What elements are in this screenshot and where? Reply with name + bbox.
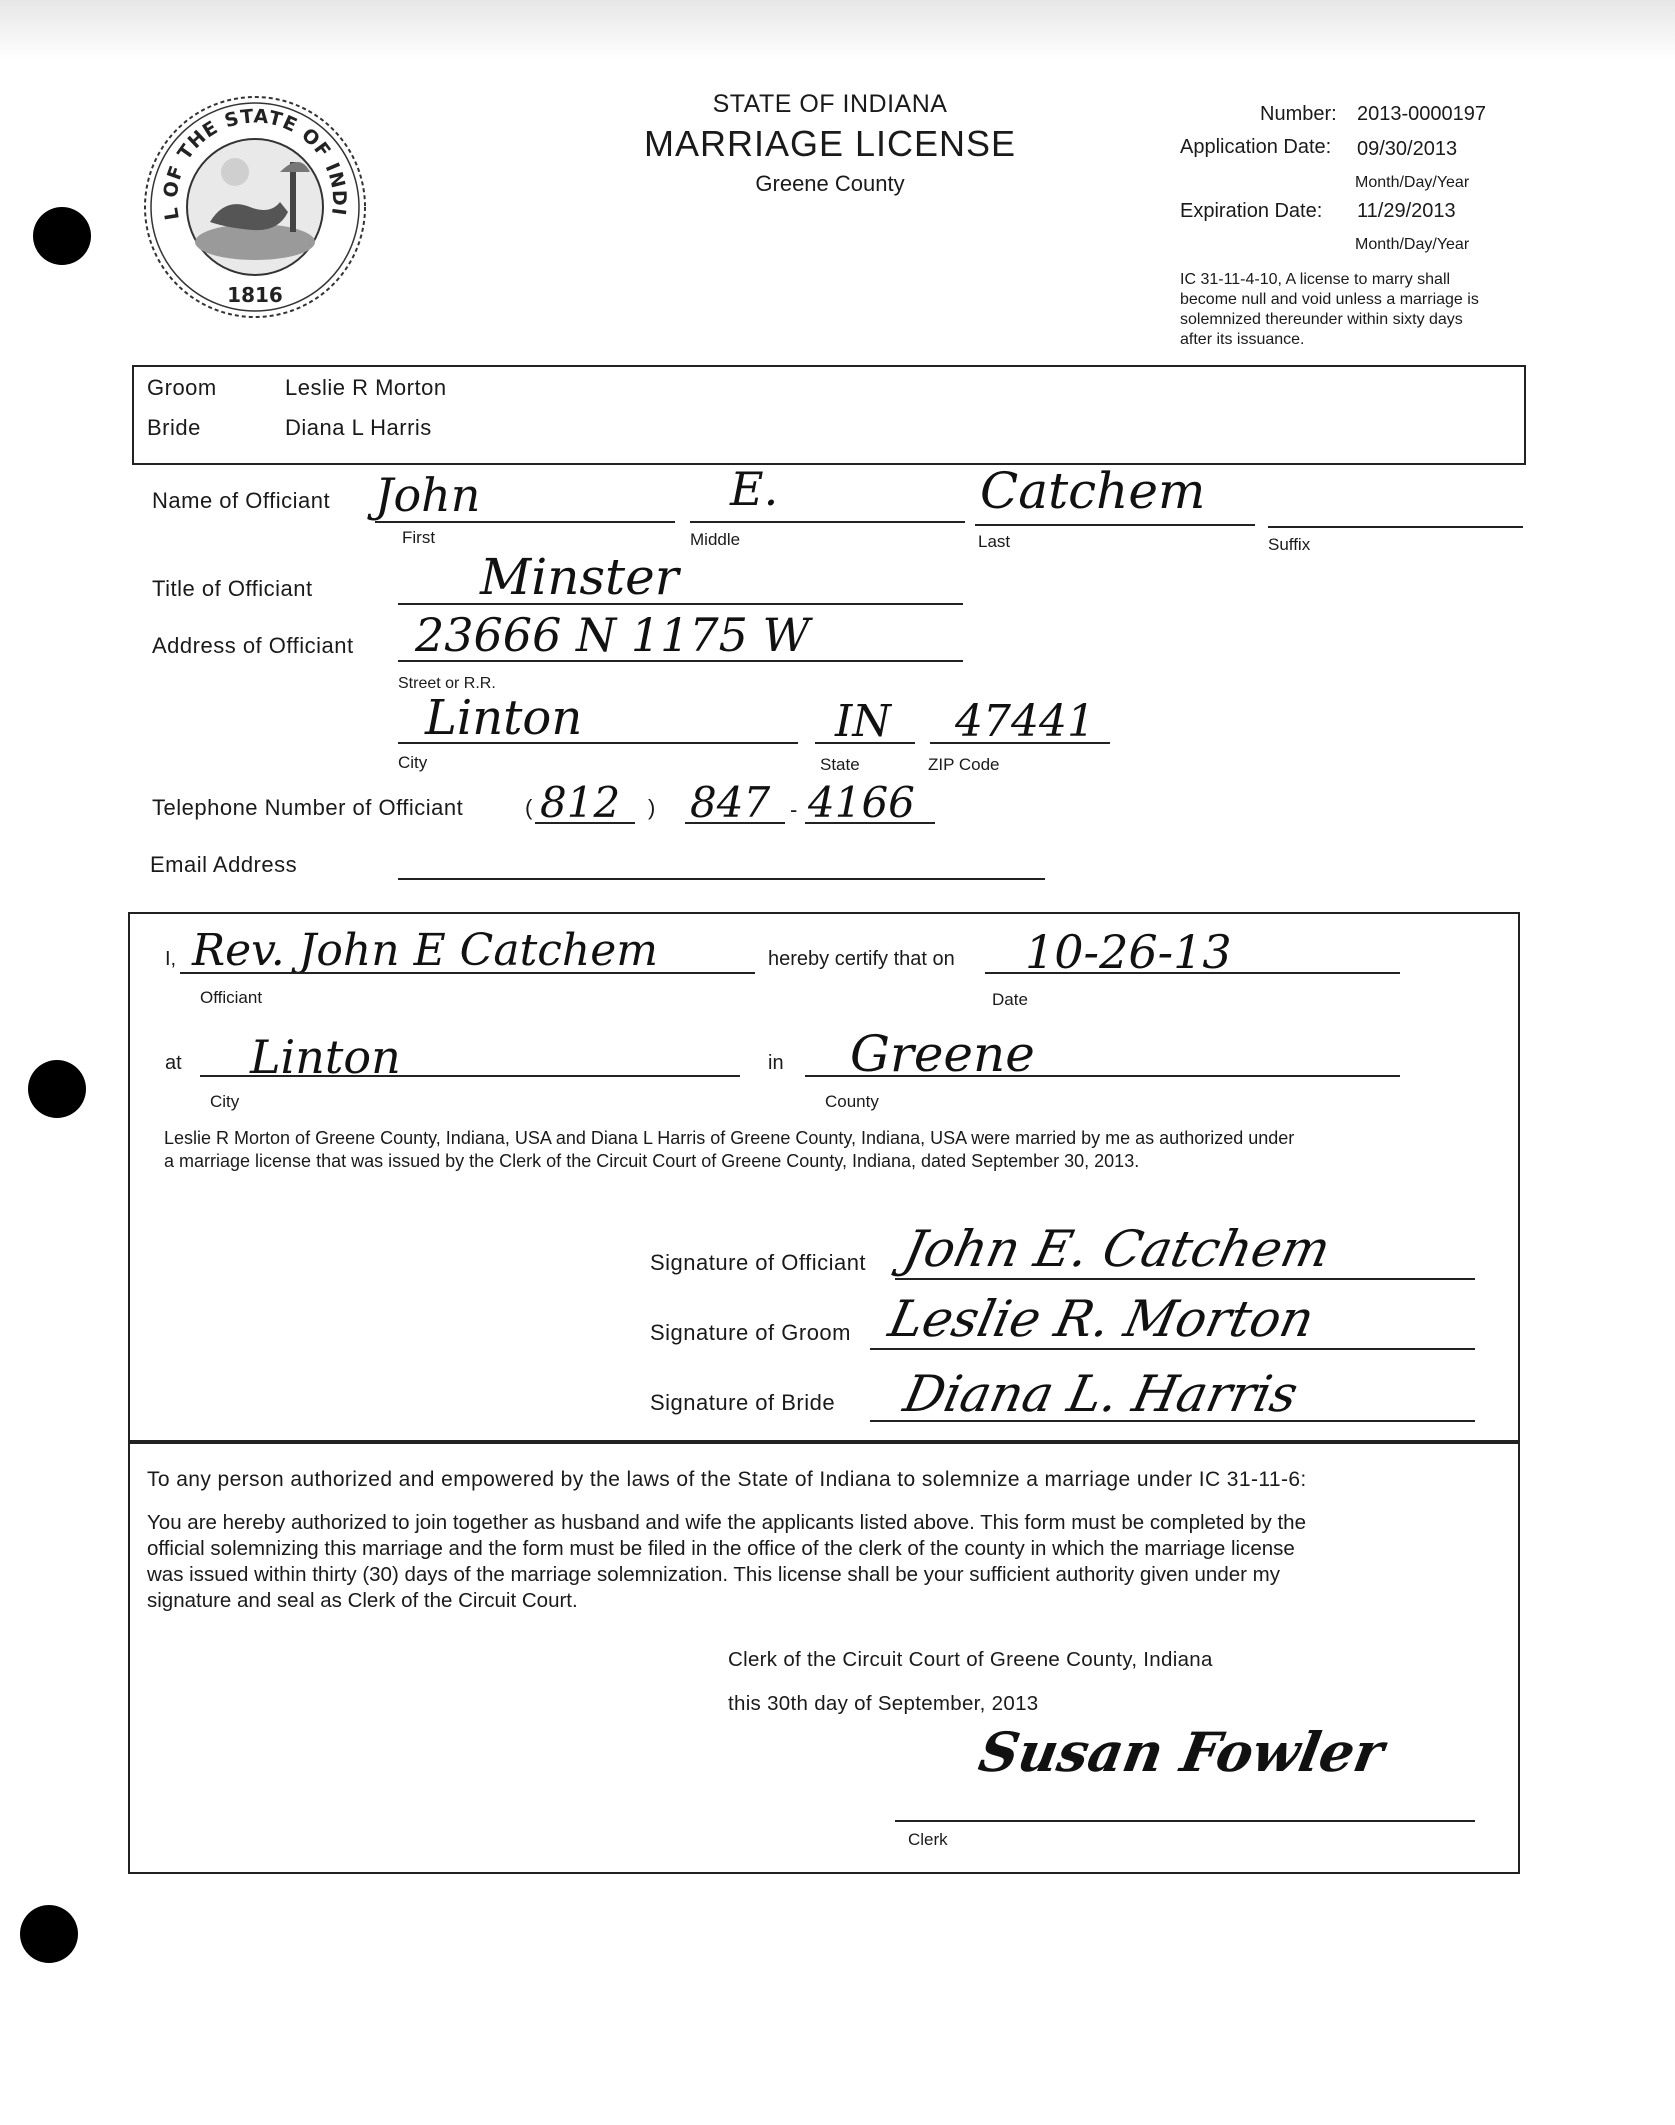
street-line xyxy=(398,660,963,662)
bride-signature: Diana L. Harris xyxy=(898,1365,1303,1423)
statement-line-2: a marriage license that was issued by the Clerk of the Circuit Court of Greene County, Indiana, dated September 30, 2013. xyxy=(164,1151,1140,1171)
officiant-signature-label: Signature of Officiant xyxy=(650,1250,867,1275)
clerk-signature-line xyxy=(895,1820,1475,1822)
date-format-caption: Month/Day/Year xyxy=(1355,236,1470,253)
phone-label: Telephone Number of Officiant xyxy=(152,795,464,820)
city-caption: City xyxy=(398,753,428,772)
officiant-address-label: Address of Officiant xyxy=(152,633,354,658)
groom-signature-label: Signature of Groom xyxy=(650,1320,851,1345)
certify-text: hereby certify that on xyxy=(768,948,955,970)
phone-open-paren: ( xyxy=(525,795,533,820)
city-value: Linton xyxy=(425,690,583,746)
zip-caption: ZIP Code xyxy=(928,755,1000,774)
zip-value: 47441 xyxy=(955,696,1095,747)
phone-area-value: 812 xyxy=(540,778,621,827)
expiration-date-value: 11/29/2013 xyxy=(1357,200,1456,222)
bride-name: Diana L Harris xyxy=(285,415,432,440)
title-line xyxy=(398,603,963,605)
phone-dash: - xyxy=(790,797,798,822)
last-name-line xyxy=(975,524,1255,526)
officiant-name-label: Name of Officiant xyxy=(152,488,331,513)
punch-hole-middle xyxy=(28,1060,86,1118)
seal-text: L OF THE STATE OF INDI xyxy=(159,105,351,222)
officiant-first-value: John xyxy=(375,468,481,522)
groom-label: Groom xyxy=(147,375,217,400)
number-value: 2013-0000197 xyxy=(1357,103,1487,125)
state-value: IN xyxy=(835,696,891,747)
last-caption: Last xyxy=(978,532,1011,551)
issue-date-line: this 30th day of September, 2013 xyxy=(728,1692,1039,1715)
expiration-date-label: Expiration Date: xyxy=(1180,200,1323,222)
authorization-line-1: You are hereby authorized to join together as husband and wife the applicants listed above. This form must be completed by the xyxy=(147,1511,1306,1534)
page-title: MARRIAGE LICENSE xyxy=(643,123,1017,164)
i-label: I, xyxy=(165,948,177,970)
authorization-heading: To any person authorized and empowered by the laws of the State of Indiana to solemnize a marriage under IC 31-11-6: xyxy=(147,1468,1307,1491)
phone-line-value: 4166 xyxy=(808,778,915,827)
punch-hole-top xyxy=(33,207,91,265)
marriage-city-value: Linton xyxy=(250,1030,401,1084)
seal-year: 1816 xyxy=(227,283,283,307)
state-heading: STATE OF INDIANA xyxy=(712,90,948,118)
officiant-signature: John E. Catchem xyxy=(898,1220,1336,1278)
expiration-notice: IC 31-11-4-10, A license to marry shall become null and void unless a marriage is solemnized thereunder within sixty days after its issuance. xyxy=(1180,271,1479,348)
city-line xyxy=(398,742,798,744)
application-date-value: 09/30/2013 xyxy=(1357,138,1458,160)
phone-prefix-line xyxy=(685,822,785,824)
document-header xyxy=(600,90,1060,197)
clerk-signature: Susan Fowler xyxy=(974,1720,1389,1784)
street-value: 23666 N 1175 W xyxy=(415,608,810,662)
state-seal xyxy=(140,92,370,322)
punch-hole-bottom xyxy=(20,1905,78,1963)
groom-signature: Leslie R. Morton xyxy=(883,1290,1320,1348)
officiant-title-label: Title of Officiant xyxy=(152,576,313,601)
county-heading: Greene County xyxy=(755,171,905,196)
groom-name: Leslie R Morton xyxy=(285,375,447,400)
email-label: Email Address xyxy=(150,852,298,877)
officiant-title-value: Minster xyxy=(480,548,679,606)
officiant-last-value: Catchem xyxy=(980,462,1206,520)
bride-signature-label: Signature of Bride xyxy=(650,1390,836,1415)
email-line xyxy=(398,878,1045,880)
groom-signature-line xyxy=(870,1348,1475,1350)
phone-prefix-value: 847 xyxy=(690,778,771,827)
phone-area-line xyxy=(535,822,635,824)
authorization-text xyxy=(147,1510,1306,1614)
date-caption: Date xyxy=(992,990,1028,1009)
county-caption: County xyxy=(825,1092,879,1111)
bride-label: Bride xyxy=(147,415,201,440)
street-caption: Street or R.R. xyxy=(398,675,496,692)
authorization-line-4: signature and seal as Clerk of the Circuit Court. xyxy=(147,1589,578,1612)
certifying-officiant-value: Rev. John E Catchem xyxy=(192,925,658,976)
number-label: Number: xyxy=(1260,103,1337,125)
scan-shadow xyxy=(0,0,1675,60)
phone-line-line xyxy=(805,822,935,824)
authorization-line-3: was issued within thirty (30) days of the marriage solemnization. This license shall be your sufficient authority given under my xyxy=(147,1563,1280,1586)
phone-close-paren: ) xyxy=(648,795,656,820)
marriage-statement xyxy=(164,1127,1484,1173)
certifying-officiant-line xyxy=(180,972,755,974)
first-caption: First xyxy=(402,528,436,547)
in-label: in xyxy=(768,1052,784,1074)
authorization-line-2: official solemnizing this marriage and the form must be filed in the office of the clerk of the county in which the marriage license xyxy=(147,1537,1295,1560)
zip-line xyxy=(930,742,1110,744)
date-format-caption: Month/Day/Year xyxy=(1355,174,1470,191)
city-caption: City xyxy=(210,1092,240,1111)
suffix-caption: Suffix xyxy=(1268,535,1311,554)
middle-caption: Middle xyxy=(690,530,741,549)
application-date-label: Application Date: xyxy=(1180,136,1332,158)
officiant-caption: Officiant xyxy=(200,988,263,1007)
marriage-date-value: 10-26-13 xyxy=(1025,925,1232,979)
marriage-county-line xyxy=(805,1075,1400,1077)
certification-box xyxy=(128,912,1520,1444)
at-label: at xyxy=(165,1052,182,1074)
marriage-county-value: Greene xyxy=(850,1025,1035,1083)
state-line xyxy=(815,742,915,744)
marriage-city-line xyxy=(200,1075,740,1077)
clerk-of-court: Clerk of the Circuit Court of Greene County, Indiana xyxy=(728,1648,1213,1671)
suffix-line xyxy=(1268,526,1523,528)
statement-line-1: Leslie R Morton of Greene County, Indiana, USA and Diana L Harris of Greene County, Indiana, USA were married by me as authorized under xyxy=(164,1128,1295,1148)
state-caption: State xyxy=(820,755,860,774)
officiant-middle-value: E. xyxy=(730,462,779,516)
marriage-date-line xyxy=(985,972,1400,974)
middle-name-line xyxy=(690,521,965,523)
officiant-signature-line xyxy=(895,1278,1475,1280)
first-name-line xyxy=(375,521,675,523)
clerk-caption: Clerk xyxy=(908,1830,948,1849)
